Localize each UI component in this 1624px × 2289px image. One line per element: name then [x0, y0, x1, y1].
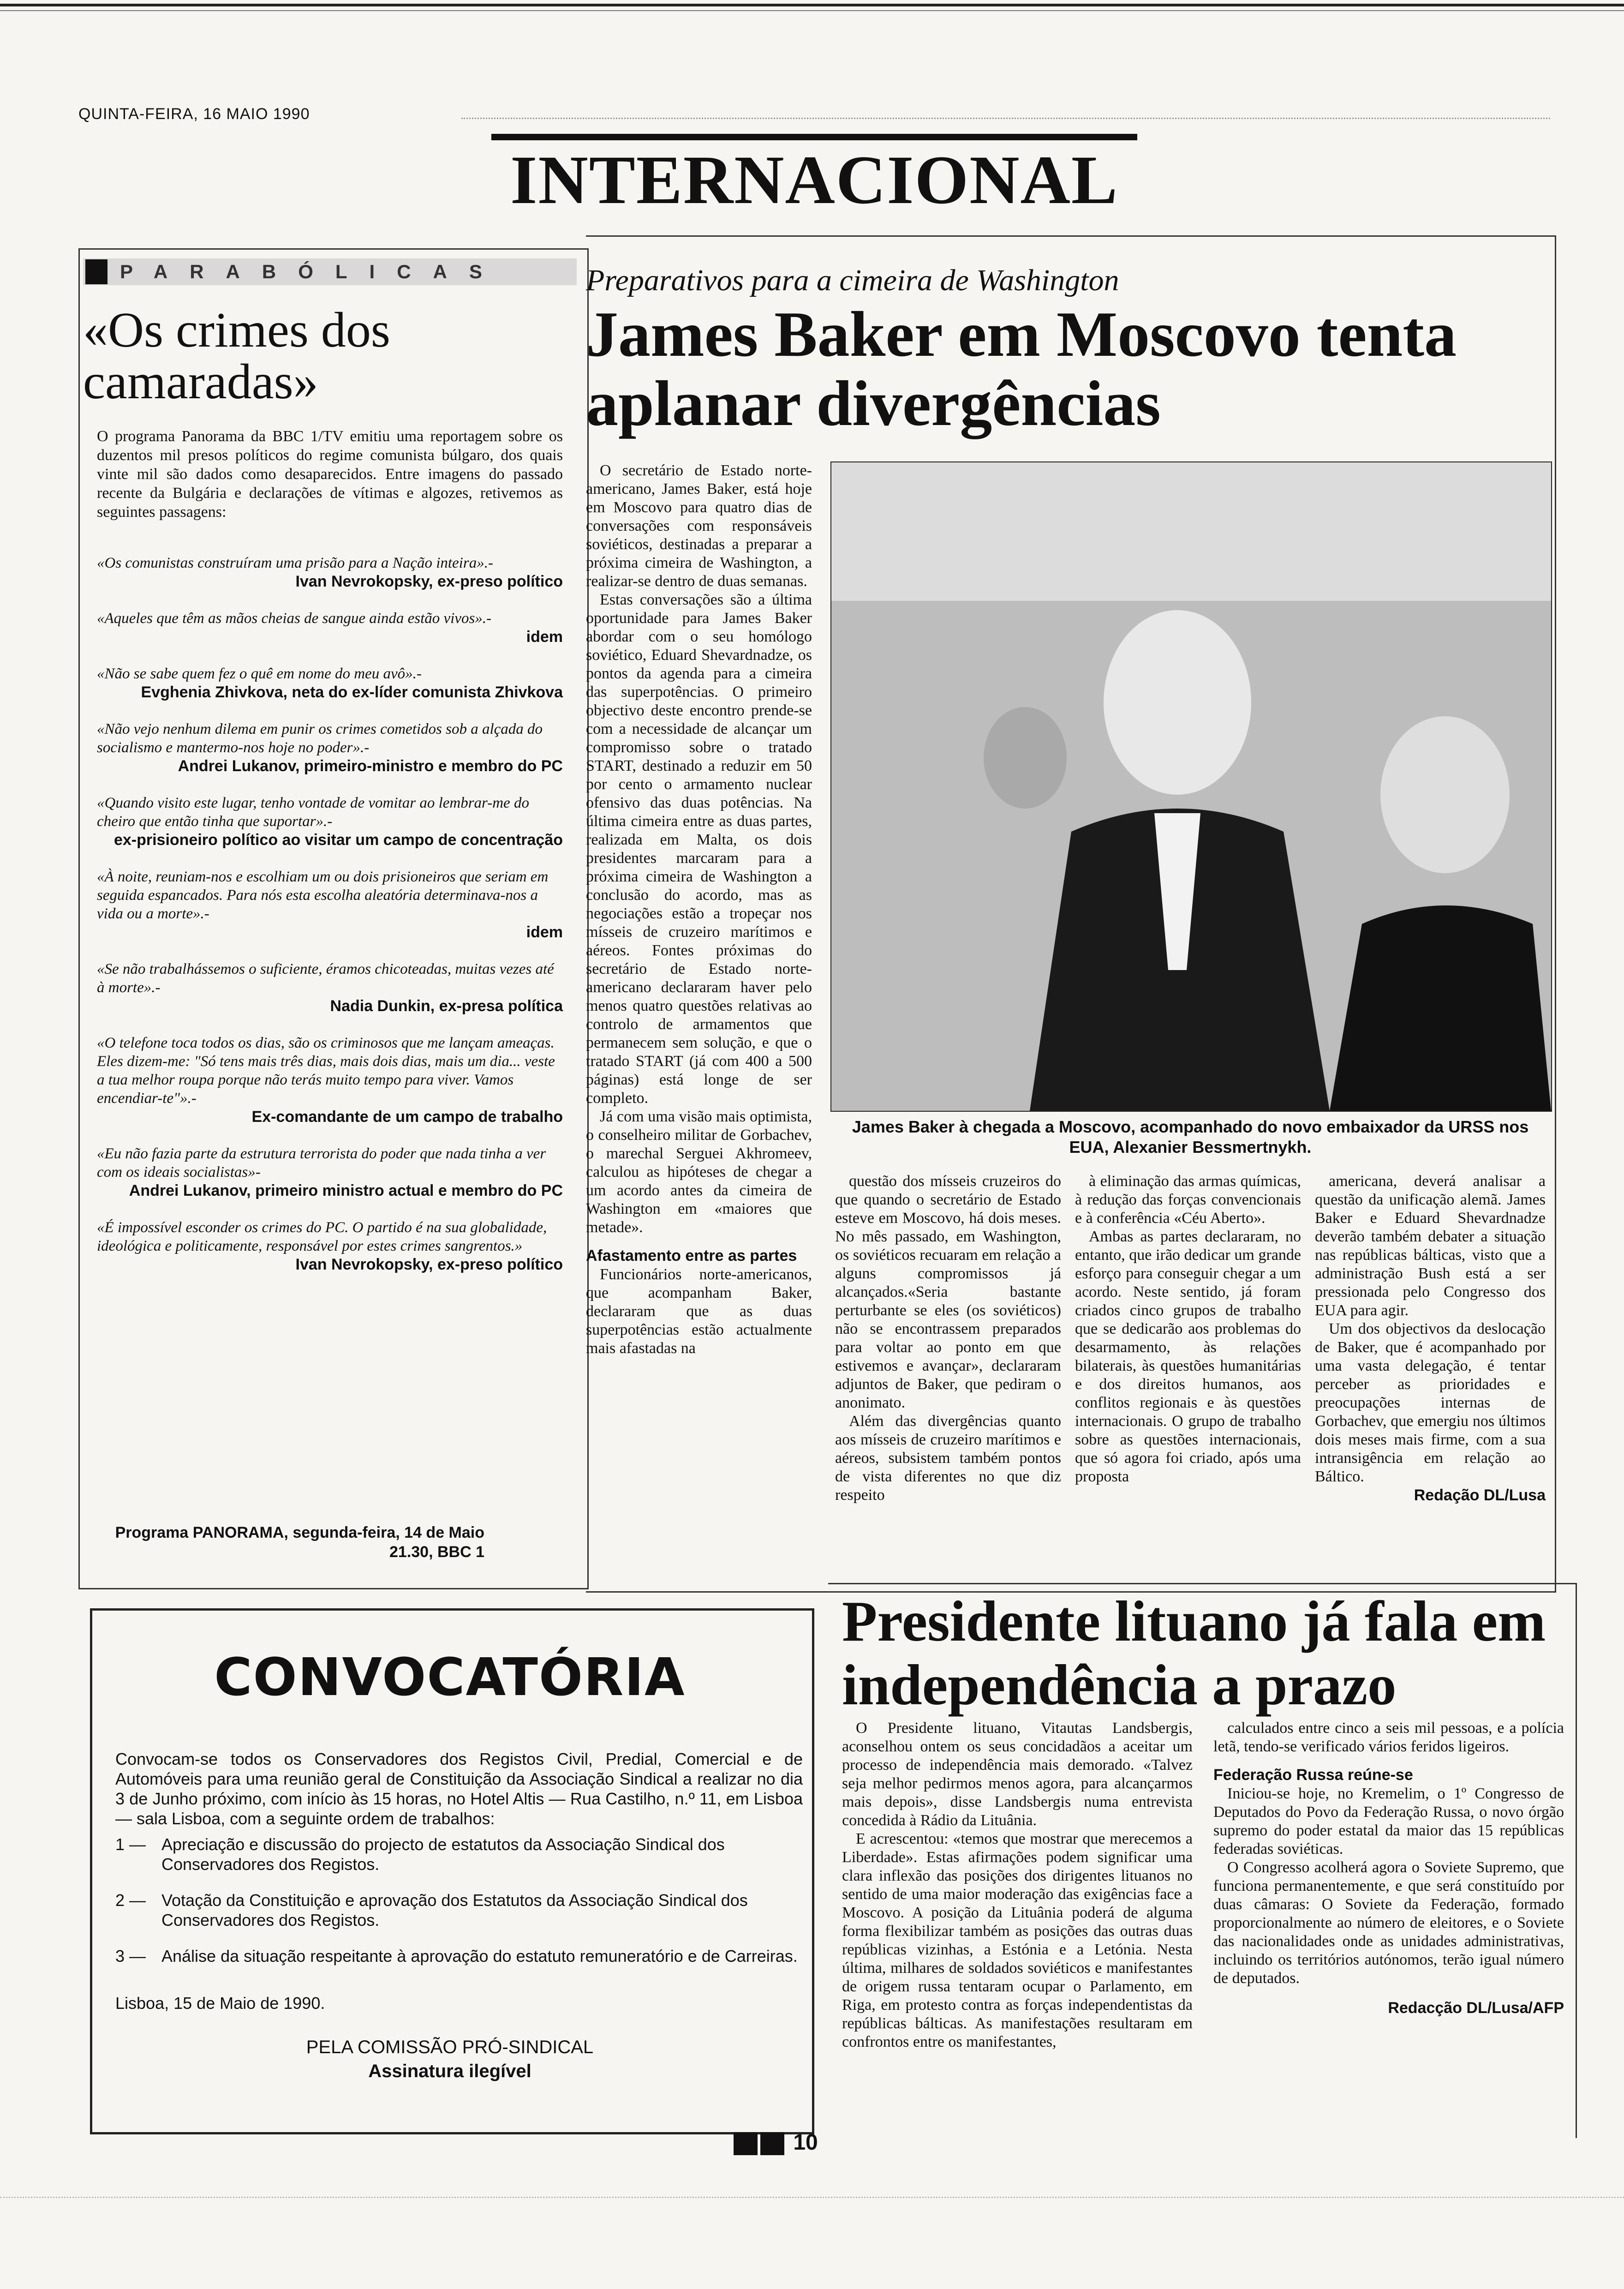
convocatoria-signature — [90, 2035, 810, 2083]
quote-text: «Não se sabe quem fez o quê em nome do meu avô».- — [97, 665, 422, 682]
news-photo — [830, 461, 1552, 1112]
photo-illustration — [831, 462, 1551, 1111]
quote-item — [97, 720, 563, 775]
paragraph: Um dos objectivos da deslocação de Baker, que é acompanhado por uma vasta delegação, é tentar perceber as prioridades e preocupações internas de Gorbachev, que emergiu nos últimos dois meses mais firme, com a sua intransigência em relação ao Báltico. — [1315, 1320, 1546, 1485]
convocatoria-title: CONVOCATÓRIA — [214, 1648, 686, 1708]
quote-author: idem — [526, 923, 563, 941]
left-headline: «Os crimes dos camaradas» — [83, 303, 390, 409]
bottom-rule — [0, 2197, 1624, 2198]
agenda-number: 2 — — [115, 1891, 146, 1910]
quote-author: Ivan Nevrokopsky, ex-preso político — [295, 573, 563, 590]
paragraph: Funcionários norte-americanos, que acompanham Baker, declararam que as duas superpotências estão actualmente mais afastadas na — [586, 1266, 812, 1357]
quote-author: Ivan Nevrokopsky, ex-preso político — [295, 1256, 563, 1273]
quote-item — [97, 1034, 563, 1126]
quote-text: «Se não trabalhássemos o suficiente, éramos chicoteadas, muitas vezes até à morte».- — [97, 961, 554, 996]
quote-text: «Os comunistas construíram uma prisão para a Nação inteira».- — [97, 555, 493, 571]
page-number — [734, 2130, 872, 2155]
convocatoria-agenda — [115, 1834, 803, 1982]
quote-text: «Quando visito este lugar, tenho vontade de vomitar ao lembrar-me do cheiro que então tinha que suportar».- — [97, 795, 529, 830]
lituano-subhead: Federação Russa reúne-se — [1213, 1766, 1413, 1784]
photo-caption: James Baker à chegada a Moscovo, acompanhado do novo embaixador da URSS nos EUA, Alexanier Bessmertnykh. — [852, 1117, 1529, 1156]
article-headline: James Baker em Moscovo tenta aplanar divergências — [586, 299, 1457, 439]
quote-item — [97, 794, 563, 849]
paragraph: à eliminação das armas químicas, à redução das forças convencionais e à conferência «Céu Aberto». — [1075, 1173, 1301, 1227]
quote-author: Evghenia Zhivkova, neta do ex-líder comunista Zhivkova — [141, 683, 563, 701]
convocatoria-date: Lisboa, 15 de Maio de 1990. — [115, 1994, 325, 2013]
signature-line-1: PELA COMISSÃO PRÓ-SINDICAL — [306, 2037, 594, 2057]
agenda-text: Análise da situação respeitante à aprovação do estatuto remuneratório e de Carreiras. — [161, 1947, 798, 1965]
quote-author: Andrei Lukanov, primeiro ministro actual e membro do PC — [129, 1182, 563, 1199]
page-number-text: 10 — [793, 2130, 818, 2155]
convocatoria-intro: Convocam-se todos os Conservadores dos Registos Civil, Predial, Comercial e de Automóveis para uma reunião geral de Constituição da Associação Sindical a realizar no dia 3 de Junho próximo, com início às 15 horas, no Hotel Altis — Rua Castilho, n.º 11, em Lisboa — sala Lisboa, com a seguinte ordem de trabalhos: — [115, 1750, 803, 1828]
quote-author: ex-prisioneiro político ao visitar um campo de concentração — [113, 831, 563, 849]
quote-text: «Eu não fazia parte da estrutura terrorista do poder que nada tinha a ver com os ideais socialistas»- — [97, 1145, 546, 1180]
top-rule — [0, 4, 1624, 6]
quote-author: Ex-comandante de um campo de trabalho — [251, 1108, 563, 1126]
agenda-text: Apreciação e discussão do projecto de estatutos da Associação Sindical dos Conservadores dos Registos. — [161, 1835, 725, 1874]
quote-text: «Não vejo nenhum dilema em punir os crimes cometidos sob a alçada do socialismo e mantermo-nos hoje no poder».- — [97, 721, 543, 756]
rubric-label: PARABÓLICAS — [120, 261, 504, 282]
quote-item — [97, 960, 563, 1015]
logo-icon-2 — [760, 2132, 784, 2155]
dotted-rule — [461, 118, 1550, 119]
lituano-column-1 — [842, 1719, 1193, 2051]
quote-item — [97, 1218, 563, 1274]
article-kicker: Preparativos para a cimeira de Washington — [586, 264, 1119, 297]
article-byline: Redação DL/Lusa — [1414, 1486, 1546, 1504]
agenda-text: Votação da Constituição e aprovação dos Estatutos da Associação Sindical dos Conservadores dos Registos. — [161, 1891, 748, 1929]
logo-icon — [734, 2132, 758, 2155]
quote-list — [97, 554, 563, 1292]
paragraph: questão dos mísseis cruzeiros do que quando o secretário de Estado esteve em Moscovo, há dois meses. No mês passado, em Washington, os soviéticos recuaram em relação a alguns compromissos já alcançados.«Seria bastante perturbante se eles (os soviéticos) não se encontrassem preparados para voltar ao ponto em que estivemos e avançar», declararam adjuntos de Baker, que pediram o anonimato. — [835, 1173, 1061, 1411]
article-subhead: Afastamento entre as partes — [586, 1247, 797, 1264]
dateline: QUINTA-FEIRA, 16 MAIO 1990 — [78, 105, 310, 123]
paragraph: Iniciou-se hoje, no Kremelim, o 1º Congresso de Deputados do Povo da Federação Russa, o novo órgão supremo do poder estatal da maior das 15 repúblicas federadas soviéticas. — [1213, 1785, 1564, 1858]
rubric-square-icon — [85, 259, 107, 284]
agenda-item — [115, 1946, 803, 1966]
quote-author: idem — [526, 628, 563, 646]
quote-author: Andrei Lukanov, primeiro-ministro e membro do PC — [178, 757, 563, 775]
quote-text: «É impossível esconder os crimes do PC. O partido é na sua globalidade, ideológica e politicamente, responsável por estes crimes sangrentos.» — [97, 1219, 547, 1254]
agenda-number: 3 — — [115, 1947, 146, 1965]
agenda-number: 1 — — [115, 1835, 146, 1854]
article-column-1 — [586, 461, 812, 1358]
agenda-item — [115, 1834, 803, 1874]
left-intro: O programa Panorama da BBC 1/TV emitiu uma reportagem sobre os duzentos mil presos políticos do regime comunista búlgaro, dos quais vinte mil são dados como desaparecidos. Entre imagens do passado recente da Bulgária e declarações de vítimas e algozes, retivemos as seguintes passagens: — [97, 428, 563, 521]
program-note: Programa PANORAMA, segunda-feira, 14 de Maio 21.30, BBC 1 — [115, 1524, 484, 1561]
quote-text: «Aqueles que têm as mãos cheias de sangue ainda estão vivos».- — [97, 610, 492, 627]
paragraph: Estas conversações são a última oportunidade para James Baker abordar com o seu homólogo soviético, Eduard Shevardnadze, os pontos da agenda para a cimeira das superpotências. O primeiro objectivo deste encontro prende-se com a necessidade de alcançar um compromisso sobre o tratado START, destinado a reduzir em 50 por cento o armamento nuclear ofensivo das duas potências. Na última cimeira entre as duas partes, realizada em Malta, os dois presidentes marcaram para a próxima cimeira de Washington a conclusão do acordo, mas as negociações estão a tropeçar nos mísseis de cruzeiro marítimos e aéreos. Fontes próximas do secretário de Estado norte-americano declararam haver pelo menos quatro questões relativas ao controlo de armamentos que permanecem sem solução, e que o tratado START (já com 400 a 500 páginas) está longe de ser completo. — [586, 591, 812, 1107]
top-rule-thin — [0, 10, 1624, 11]
paragraph: E acrescentou: «temos que mostrar que merecemos a Liberdade». Estas afirmações podem significar uma clara inflexão das posições dos dirigentes lituanos no sentido de uma maior moderação das exigências face a Moscovo. A posição da Lituânia poderá de alguma forma flexibilizar também as posições das outras duas repúblicas vizinhas, a Estónia e a Letónia. Nesta última, milhares de soldados soviéticos e manifestantes de origem russa tentaram ocupar o Parlamento, em Riga, em protesto contra as forças independentistas da repúblicas bálticas. As manifestações resultaram em confrontos entre os manifestantes, — [842, 1830, 1193, 2050]
lituano-headline: Presidente lituano já fala em independência a prazo — [842, 1590, 1546, 1717]
paragraph: O Congresso acolherá agora o Soviete Supremo, que funciona permanentemente, e que será constituído por duas câmaras: O Soviete da Federação, formado proporcionalmente ao número de eleitores, e o Soviete das nacionalidades onde as unidades administrativas, incluindo os territórios autónomos, terão igual número de deputados. — [1213, 1859, 1564, 1987]
quote-author: Nadia Dunkin, ex-presa política — [330, 997, 563, 1015]
paragraph: Além das divergências quanto aos mísseis de cruzeiro marítimos e aéreos, subsistem também pontos de vista diferentes no que diz respeito — [835, 1413, 1061, 1504]
paragraph: calculados entre cinco a seis mil pessoas, e a polícia letã, tendo-se verificado vários feridos ligeiros. — [1213, 1720, 1564, 1755]
quote-item — [97, 665, 563, 701]
article-column-4 — [1075, 1172, 1301, 1486]
paragraph: americana, deverá analisar a questão da unificação alemã. James Baker e Eduard Shevardnadze deverão também debater a situação nas repúblicas bálticas, visto que a administração Bush está a ser pressionada pelo Congresso dos EUA para agir. — [1315, 1173, 1546, 1319]
quote-item — [97, 1144, 563, 1200]
article-column-5 — [1315, 1172, 1546, 1504]
quote-item — [97, 554, 563, 591]
paragraph: Já com uma visão mais optimista, o conselheiro militar de Gorbachev, o marechal Serguei Akhromeev, calculou as hipóteses de chegar a um acordo antes da cimeira de Washington em «maiores que metade». — [586, 1108, 812, 1236]
quote-text: «O telefone toca todos os dias, são os criminosos que me lançam ameaças. Eles dizem-me: "Só tens mais três dias, mais dois dias, mais um dia... veste a tua melhor roupa porque não terás muito tempo para viver. Vamos encendiar-te"».- — [97, 1035, 555, 1107]
article-column-1-continued — [586, 1108, 812, 1358]
article-column-3 — [835, 1172, 1061, 1504]
lituano-byline: Redacção DL/Lusa/AFP — [1388, 1999, 1564, 2017]
quote-item — [97, 868, 563, 941]
paragraph: Ambas as partes declararam, no entanto, que irão dedicar um grande esforço para conseguir chegar a um acordo. Neste sentido, já foram criados cinco grupos de trabalho que se dedicarão aos problemas do desarmamento, às relações bilaterais, às questões humanitárias e dos direitos humanos, aos conflitos regionais e às questões internacionais. O grupo de trabalho sobre as questões internacionais, que só agora foi criado, após uma proposta — [1075, 1228, 1301, 1485]
agenda-item — [115, 1890, 803, 1930]
signature-line-2: Assinatura ilegível — [368, 2061, 531, 2081]
section-title: INTERNACIONAL — [510, 142, 1118, 218]
paragraph: O Presidente lituano, Vitautas Landsbergis, aconselhou ontem os seus concidadãos a aceitar um processo de independência mais demorado. «Talvez seja melhor pedirmos menos agora, para alcançarmos mais depois», disse Landsbergis numa entrevista concedida à Rádio da Lituânia. — [842, 1720, 1193, 1829]
lituano-column-2 — [1213, 1719, 1564, 2017]
quote-item — [97, 609, 563, 646]
quote-text: «À noite, reuniam-nos e escolhiam um ou dois prisioneiros que seriam em seguida espancados. Para nós esta escolha aleatória determinava-nos a vida ou a morte».- — [97, 869, 549, 922]
paragraph: O secretário de Estado norte-americano, James Baker, está hoje em Moscovo para quatro dias de conversações com responsáveis soviéticos, destinadas a preparar a próxima cimeira de Washington, a realizar-se dentro de duas semanas. — [586, 462, 812, 590]
